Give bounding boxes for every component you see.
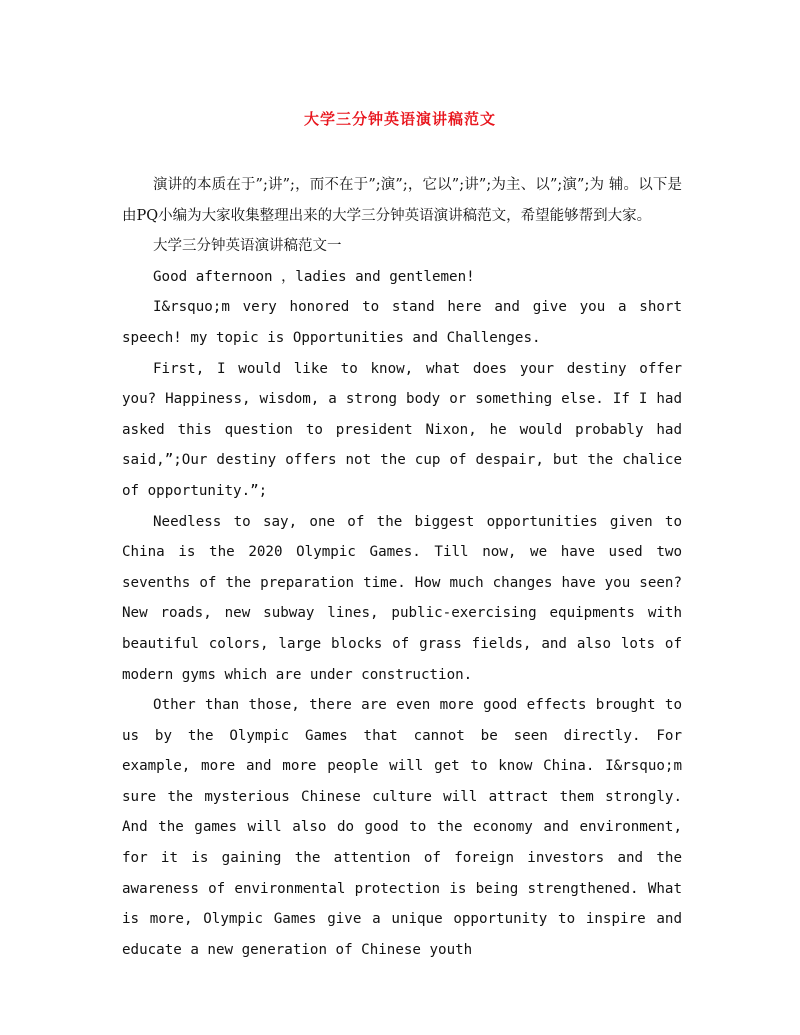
intro-paragraph: 演讲的本质在于”;讲”;，而不在于”;演”;，它以”;讲”;为主、以”;演”;为 辅。以下是由PQ小编为大家收集整理出来的大学三分钟英语演讲稿范文，希望能够帮到大家。	[122, 177, 682, 224]
document-title: 大学三分钟英语演讲稿范文	[303, 110, 496, 128]
document-body	[122, 170, 682, 965]
speech-paragraph: First, I would like to know, what does your destiny offer you? Happiness, wisdom, a strong body or something else. If I had asked this question to president Nixon, he would probably had said,”;Our destiny offers not the cup of despair, but the chalice of opportunity.”;	[122, 360, 682, 499]
section-heading: 大学三分钟英语演讲稿范文一	[153, 238, 342, 255]
greeting-paragraph: Good afternoon ，ladies and gentlemen!	[153, 268, 475, 285]
speech-paragraph: I&rsquo;m very honored to stand here and give you a short speech! my topic is Opportunities and Challenges.	[122, 299, 682, 346]
speech-paragraph: Other than those, there are even more good effects brought to us by the Olympic Games that cannot be seen directly. For example, more and more people will get to know China. I&rsquo;m sure the mysterious Chinese culture will attract them strongly. And the games will also do good to the economy and environment, for it is gaining the attention of foreign investors and the awareness of environmental protection is being strengthened. What is more, Olympic Games give a unique opportunity to inspire and educate a new generation of Chinese youth	[122, 697, 682, 958]
speech-paragraph: Needless to say, one of the biggest opportunities given to China is the 2020 Olympic Games. Till now, we have used two sevenths of the preparation time. How much changes have you seen? New roads, new subway lines, public-exercising equipments with beautiful colors, large blocks of grass fields, and also lots of modern gyms which are under construction.	[122, 513, 682, 683]
